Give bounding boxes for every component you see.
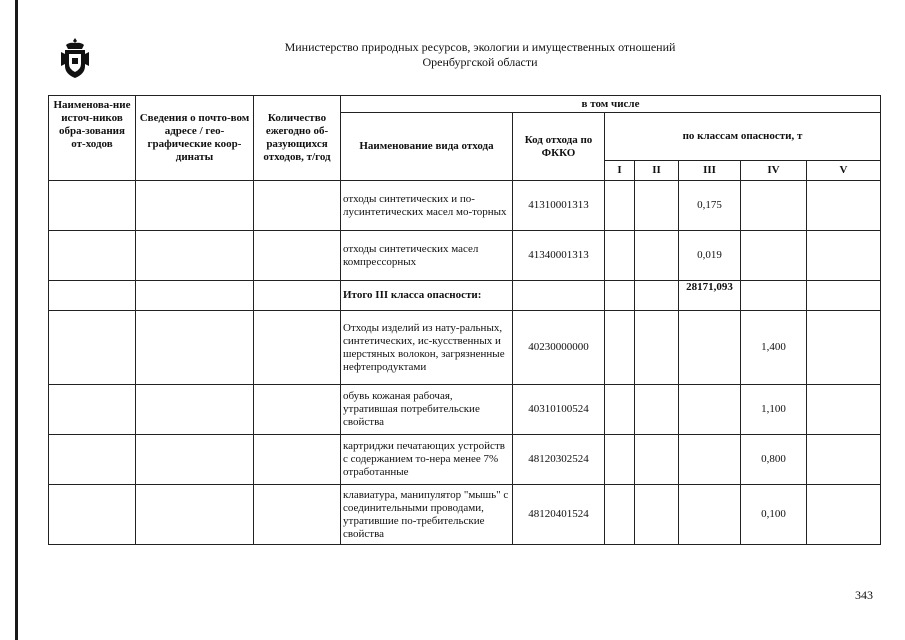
header-including: в том числе (341, 96, 881, 113)
class-i-cell (605, 311, 635, 385)
waste-table (48, 95, 881, 545)
table-row (49, 181, 881, 231)
waste-name-cell: клавиатура, манипулятор "мышь" с соединительными проводами, утратившие по-требительские свойства (341, 485, 513, 545)
header-class-ii: II (635, 161, 679, 181)
waste-name-cell: отходы синтетических масел компрессорных (341, 231, 513, 281)
class-v-cell (807, 281, 881, 311)
class-iii-cell (679, 385, 741, 435)
waste-name-cell: Отходы изделий из нату-ральных, синтетических, ис-кусственных и шерстяных волокон, загрязненные нефтепродуктами (341, 311, 513, 385)
class-iii-cell (679, 435, 741, 485)
class-ii-cell (635, 385, 679, 435)
class-v-cell (807, 231, 881, 281)
class-i-cell (605, 485, 635, 545)
ministry-name: Министерство природных ресурсов, экологии и имущественных отношений (284, 40, 676, 54)
region-name: Оренбургской области (422, 55, 538, 69)
fkko-code-cell: 40230000000 (513, 311, 605, 385)
page-edge-rule (15, 0, 18, 640)
table-row (49, 385, 881, 435)
table-row (49, 485, 881, 545)
header-waste-name: Наименование вида отхода (341, 113, 513, 181)
header-class-iii: III (679, 161, 741, 181)
class-i-cell (605, 385, 635, 435)
class-iii-cell (679, 485, 741, 545)
fkko-code-cell: 48120302524 (513, 435, 605, 485)
class-i-cell (605, 181, 635, 231)
fkko-code-cell: 41340001313 (513, 231, 605, 281)
table-row (49, 435, 881, 485)
class-ii-cell (635, 485, 679, 545)
page-number: 343 (855, 588, 873, 602)
class-iv-cell: 1,400 (741, 311, 807, 385)
fkko-code-cell: 41310001313 (513, 181, 605, 231)
class-v-cell (807, 181, 881, 231)
class-i-cell (605, 231, 635, 281)
class-iv-cell (741, 281, 807, 311)
class-iv-cell: 1,100 (741, 385, 807, 435)
table-row (49, 231, 881, 281)
waste-name-cell: картриджи печатающих устройств с содержанием то-нера менее 7% отработанные (341, 435, 513, 485)
fkko-code-cell: 40310100524 (513, 385, 605, 435)
waste-name-cell: обувь кожаная рабочая, утратившая потребительские свойства (341, 385, 513, 435)
header-source-name: Наименова-ние источ-ников обра-зования от-ходов (49, 96, 136, 181)
table-row (49, 311, 881, 385)
class-ii-cell (635, 181, 679, 231)
class-iv-cell: 0,100 (741, 485, 807, 545)
class-i-cell (605, 281, 635, 311)
header-fkko-code: Код отхода по ФККО (513, 113, 605, 181)
fkko-code-cell: 48120401524 (513, 485, 605, 545)
total-label: Итого III класса опасности: (341, 281, 513, 311)
header-class-v: V (807, 161, 881, 181)
class-v-cell (807, 485, 881, 545)
waste-name-cell: отходы синтетических и по-лусинтетических масел мо-торных (341, 181, 513, 231)
header-class-i: I (605, 161, 635, 181)
class-ii-cell (635, 311, 679, 385)
class-v-cell (807, 311, 881, 385)
class-iv-cell (741, 231, 807, 281)
document-header (180, 40, 780, 70)
class-iv-cell: 0,800 (741, 435, 807, 485)
class-v-cell (807, 385, 881, 435)
header-quantity: Количество ежегодно об-разующихся отходов, т/год (254, 96, 341, 181)
class-ii-cell (635, 281, 679, 311)
class-ii-cell (635, 435, 679, 485)
class-iii-cell: 0,019 (679, 231, 741, 281)
class-iii-cell (679, 311, 741, 385)
fkko-code-cell (513, 281, 605, 311)
header-hazard-classes: по классам опасности, т (605, 113, 881, 161)
header-address: Сведения о почто-вом адресе / гео-графические коор-динаты (136, 96, 254, 181)
class-iv-cell (741, 181, 807, 231)
class-iii-cell: 0,175 (679, 181, 741, 231)
total-class-iii-value: 28171,093 (679, 281, 741, 311)
total-row (49, 281, 881, 311)
class-ii-cell (635, 231, 679, 281)
coat-of-arms-icon (60, 36, 90, 80)
class-v-cell (807, 435, 881, 485)
header-class-iv: IV (741, 161, 807, 181)
class-i-cell (605, 435, 635, 485)
